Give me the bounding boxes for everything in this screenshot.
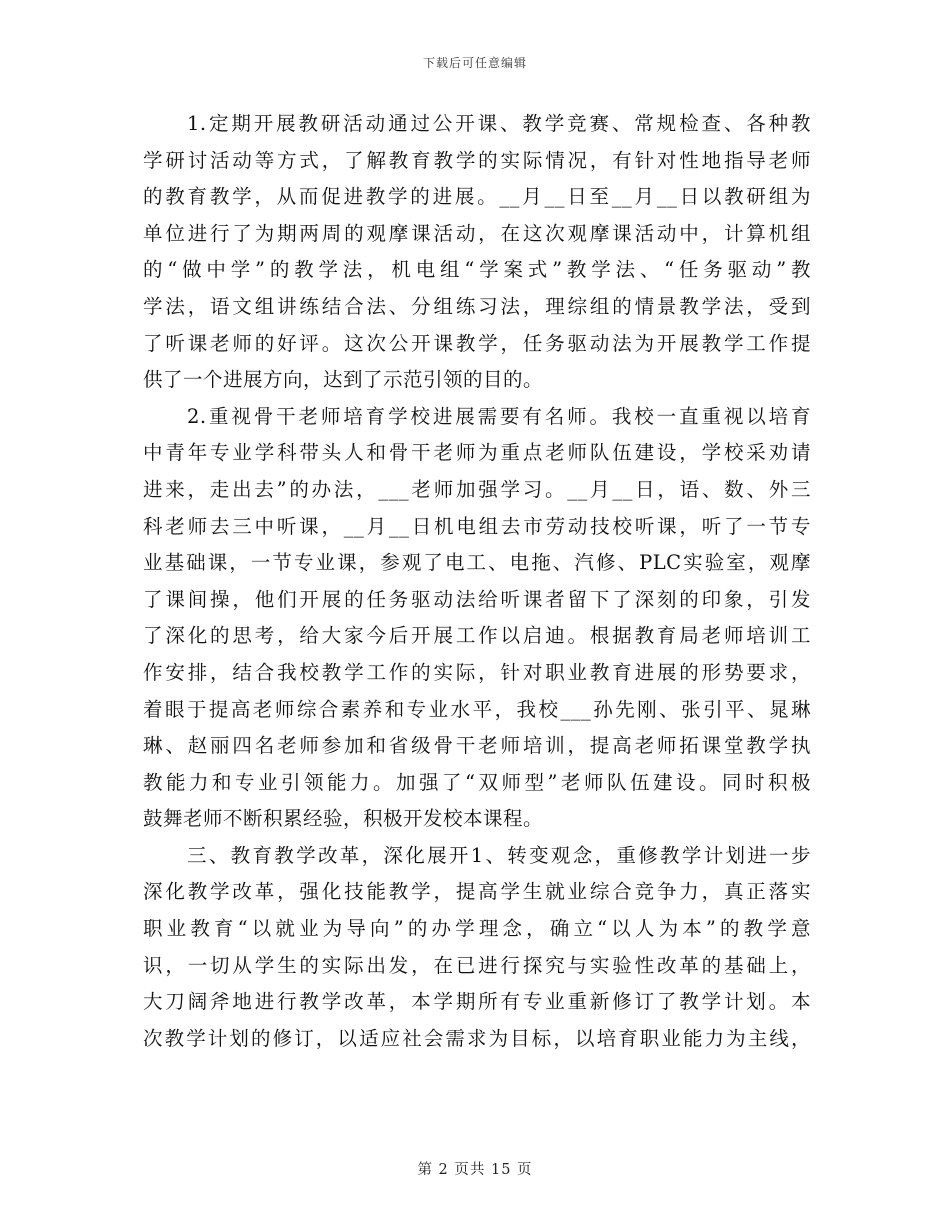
text-line: 大刀阔斧地进行教学改革，本学期所有专业重新修订了教学计划。本 bbox=[143, 990, 811, 1014]
text-line: 鼓舞老师不断积累经验，积极开发校本课程。 bbox=[143, 807, 544, 831]
paragraph-2 bbox=[143, 399, 811, 838]
text-line: 作安排，结合我校教学工作的实际，针对职业教育进展的形势要求， bbox=[143, 660, 811, 684]
text-line: 1.定期开展教研活动通过公开课、教学竞赛、常规检查、各种教 bbox=[187, 112, 811, 135]
text-line: 科老师去三中听课，__月__日机电组去市劳动技校听课，听了一节专 bbox=[143, 514, 811, 538]
text-line: 识，一切从学生的实际出发，在已进行探究与实验性改革的基础上， bbox=[143, 953, 811, 977]
page-number: 第 2 页共 15 页 bbox=[417, 1162, 533, 1178]
text-line: 业基础课，一节专业课，参观了电工、电拖、汽修、PLC实验室，观摩 bbox=[143, 551, 811, 575]
text-line: 次教学计划的修订，以适应社会需求为目标，以培育职业能力为主线， bbox=[143, 1026, 811, 1050]
text-line: 学研讨活动等方式，了解教育教学的实际情况，有针对性地指导老师 bbox=[143, 148, 811, 172]
paragraph-3 bbox=[143, 838, 811, 1058]
page-header: 下载后可任意编辑 bbox=[422, 56, 527, 70]
text-line: 的教育教学，从而促进教学的进展。__月__日至__月__日以教研组为 bbox=[143, 185, 811, 209]
text-line: 中青年专业学科带头人和骨干老师为重点老师队伍建设，学校采劝请 bbox=[143, 441, 811, 465]
text-line: 了课间操，他们开展的任务驱动法给听课者留下了深刻的印象，引发 bbox=[143, 587, 811, 611]
text-line: 着眼于提高老师综合素养和专业水平，我校___孙先刚、张引平、晁琳 bbox=[143, 697, 811, 721]
text-line: 的“做中学”的教学法，机电组“学案式”教学法、“任务驱动”教 bbox=[143, 258, 811, 282]
text-line: 供了一个进展方向，达到了示范引领的目的。 bbox=[143, 368, 544, 392]
text-line: 三、教育教学改革，深化展开1、转变观念，重修教学计划进一步 bbox=[187, 843, 811, 867]
text-line: 职业教育“以就业为导向”的办学理念，确立“以人为本”的教学意 bbox=[143, 917, 811, 941]
text-line: 了深化的思考，给大家今后开展工作以启迪。根据教育局老师培训工 bbox=[143, 624, 811, 648]
text-line: 进来，走出去”的办法，___老师加强学习。__月__日，语、数、外三 bbox=[143, 477, 811, 501]
paragraph-1 bbox=[143, 106, 811, 399]
text-line: 琳、赵丽四名老师参加和省级骨干老师培训，提高老师拓课堂教学执 bbox=[143, 734, 811, 758]
text-line: 教能力和专业引领能力。加强了“双师型”老师队伍建设。同时积极 bbox=[143, 770, 811, 794]
document-body bbox=[143, 106, 811, 1057]
text-line: 深化教学改革，强化技能教学，提高学生就业综合竞争力，真正落实 bbox=[143, 880, 811, 904]
text-line: 2.重视骨干老师培育学校进展需要有名师。我校一直重视以培育 bbox=[187, 404, 811, 428]
text-line: 单位进行了为期两周的观摩课活动，在这次观摩课活动中，计算机组 bbox=[143, 221, 811, 245]
text-line: 学法，语文组讲练结合法、分组练习法，理综组的情景教学法，受到 bbox=[143, 294, 811, 318]
text-line: 了听课老师的好评。这次公开课教学，任务驱动法为开展教学工作提 bbox=[143, 331, 811, 355]
